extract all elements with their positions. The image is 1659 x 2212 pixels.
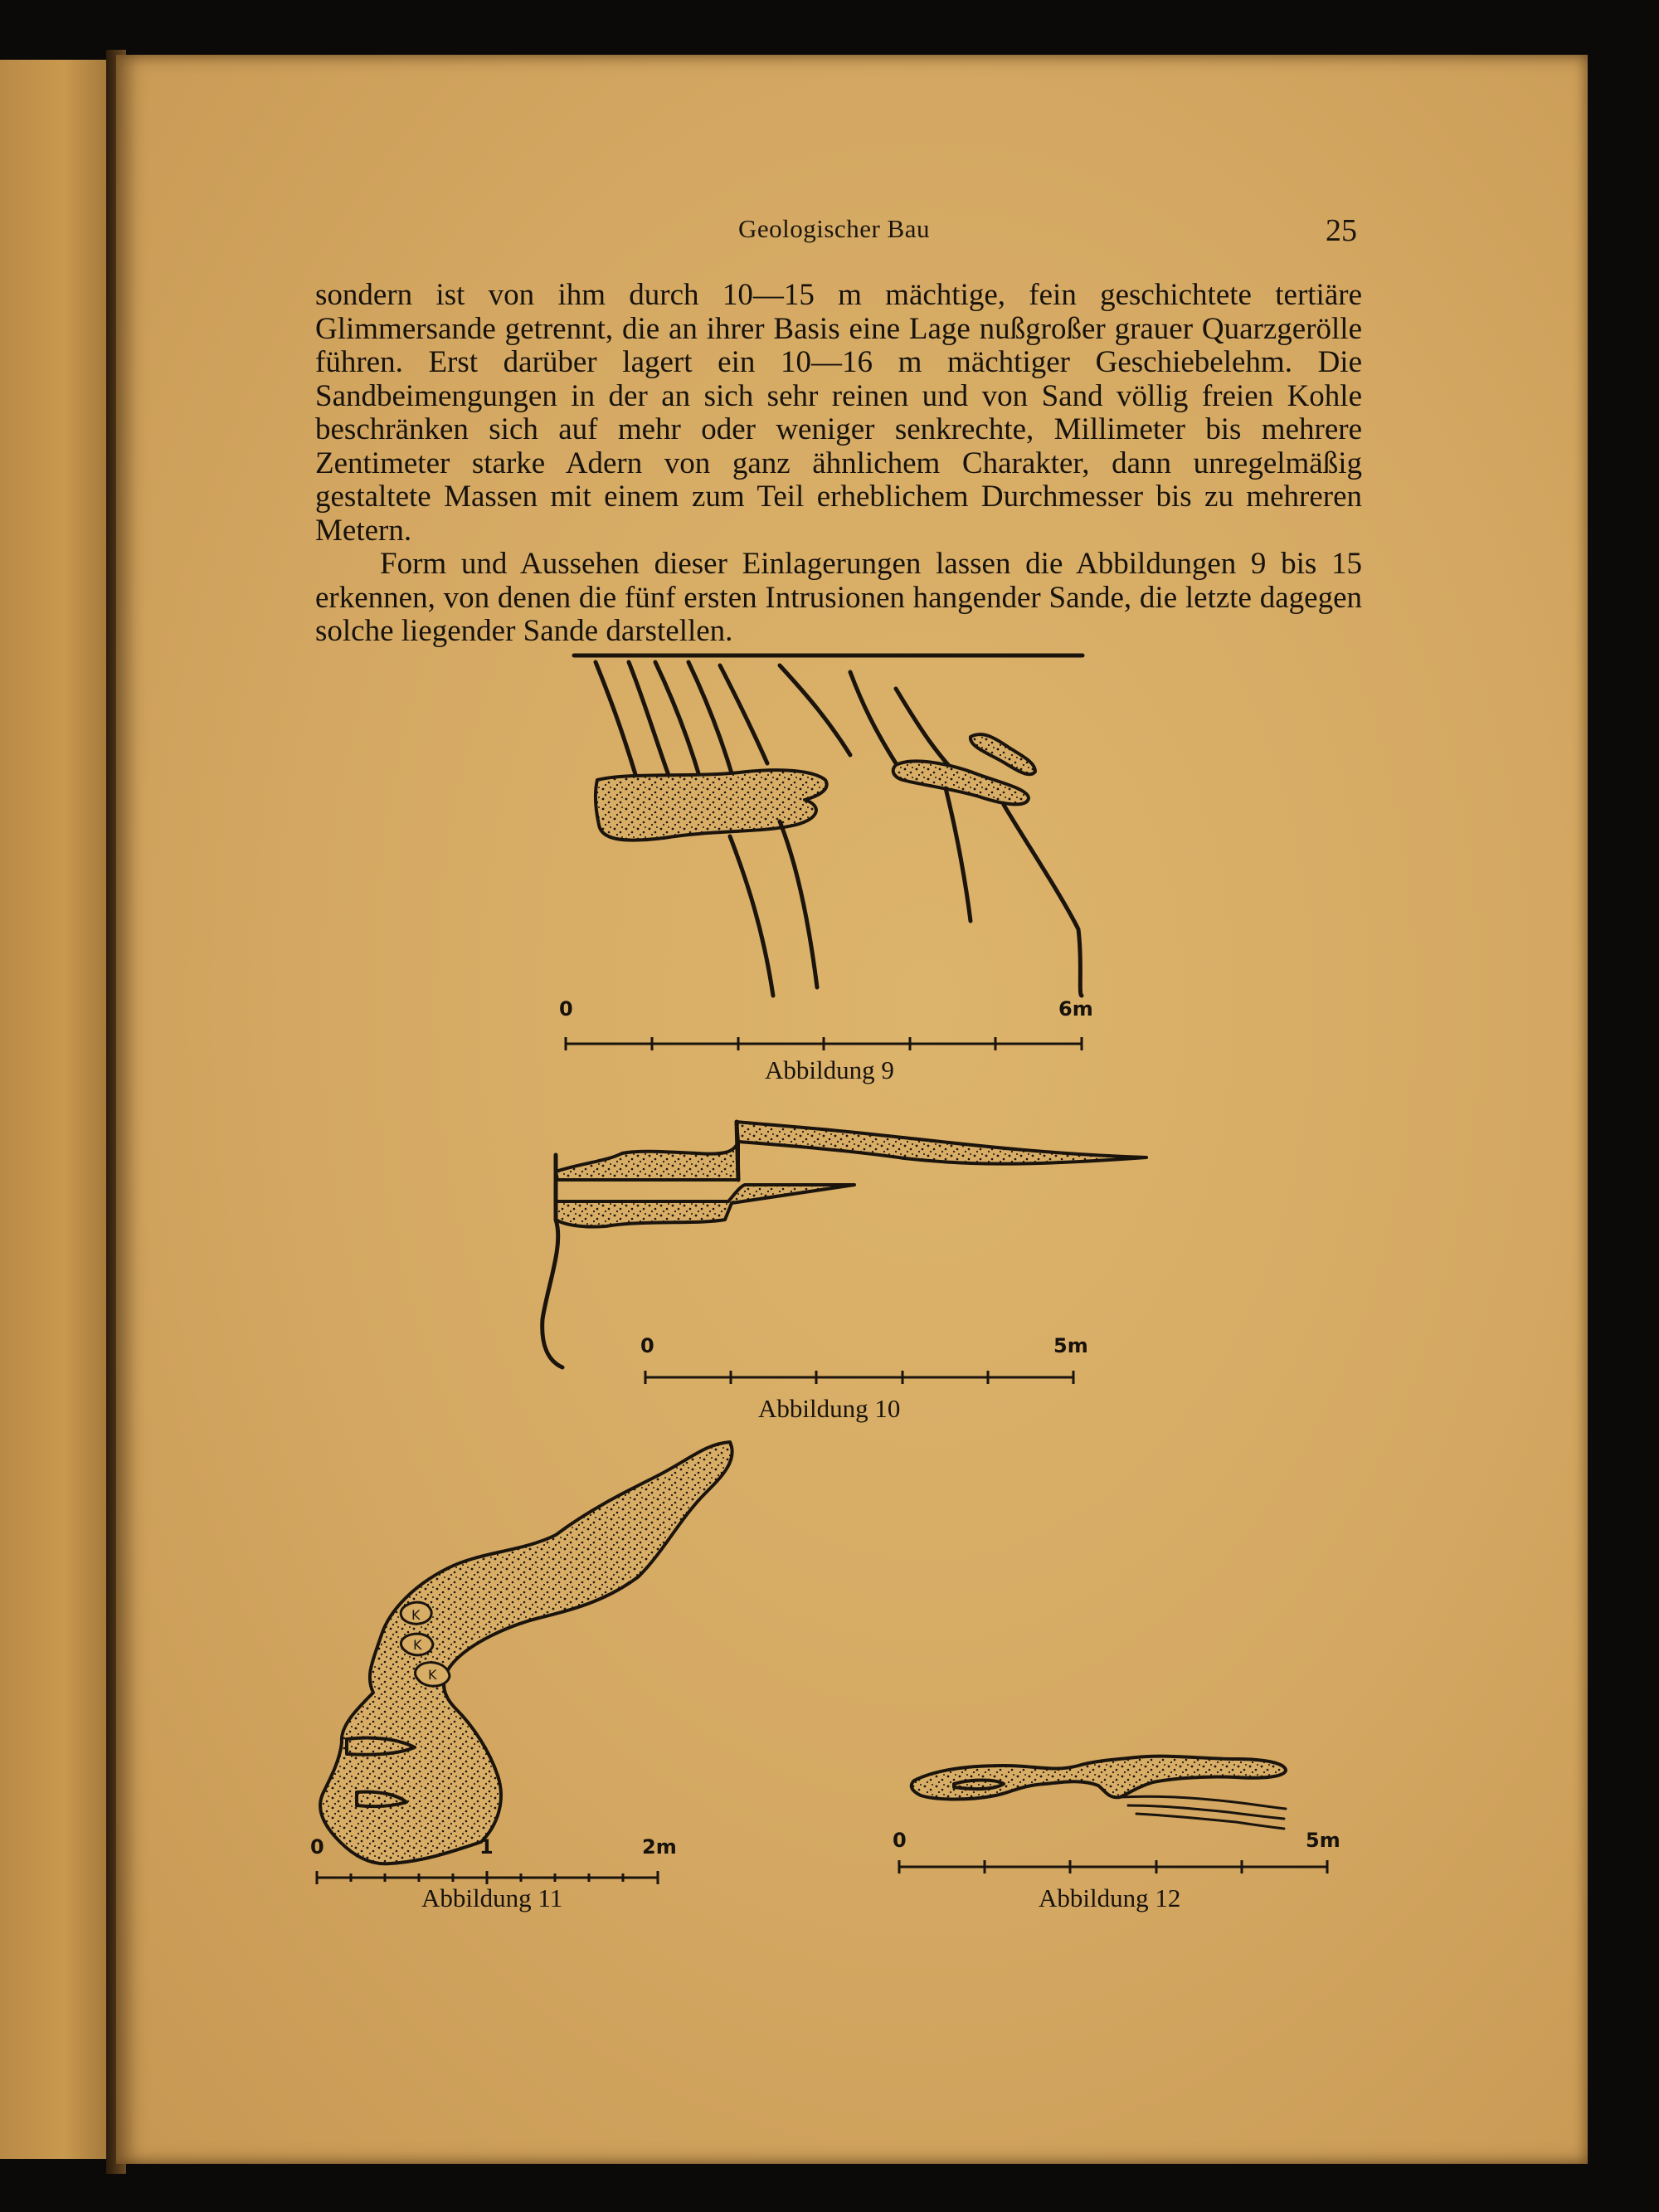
paragraph: Form und Aussehen dieser Einlagerungen lassen die Abbildungen 9 bis 15 erkennen, von denen die fünf ersten Intrusionen hangender Sande, die letzte dagegen solche liegender Sande darstellen. — [315, 547, 1362, 648]
sand-vein — [1004, 805, 1082, 996]
scale-start-label: 0 — [893, 1829, 907, 1852]
sand-vein — [556, 1185, 854, 1227]
figure-12-caption: Abbildung 12 — [1039, 1883, 1181, 1912]
figure-9 — [531, 647, 1128, 1095]
figure-9-caption: Abbildung 9 — [765, 1055, 894, 1084]
page-header-title: Geologischer Bau — [738, 214, 930, 243]
figure-10-caption: Abbildung 10 — [758, 1394, 901, 1423]
sand-vein — [850, 672, 896, 763]
scale-mid-label: 1 — [479, 1835, 494, 1859]
paragraph: sondern ist von ihm durch 10—15 m mächtige, fein geschichtete tertiäre Glimmersande getrennt, die an ihrer Basis eine Lage nußgroßer grauer Quarzgerölle führen. Erst darüber lagert ein 10—16 m mächtiger Geschiebelehm. Die Sandbeimengungen in der an sich sehr reinen und von Sand völlig freien Kohle beschränken sich auf mehr oder weniger senkrechte, Millimeter bis mehrere Zentimeter starke Adern von ganz ähnlichem Charakter, dann unregelmäßig gestaltete Massen mit einem zum Teil erheblichem Durchmesser bis zu mehreren Metern. — [315, 278, 1362, 548]
inclusion-mark: K — [413, 1637, 422, 1653]
body-text — [315, 279, 1362, 649]
scale-start-label: 0 — [310, 1835, 324, 1859]
sand-vein — [655, 662, 701, 782]
sand-vein — [946, 788, 971, 921]
sand-vein — [556, 1142, 738, 1180]
scale-start-label: 0 — [640, 1334, 654, 1357]
scale-end-label: 5m — [1306, 1829, 1340, 1852]
running-head — [0, 214, 1659, 247]
figure-10 — [531, 1104, 1161, 1435]
sand-vein — [720, 665, 767, 763]
sand-lens — [954, 1781, 1004, 1790]
figure-9-drawing — [531, 647, 1128, 1095]
figure-10-drawing — [531, 1104, 1161, 1435]
scale-end-label: 5m — [1053, 1334, 1088, 1357]
scale-end-label: 6m — [1058, 997, 1093, 1021]
sand-lens — [893, 761, 1029, 804]
bedding-line — [1128, 1805, 1284, 1819]
sand-lens — [971, 734, 1035, 774]
sand-vein — [780, 821, 817, 987]
scale-start-label: 0 — [559, 997, 573, 1021]
sand-lens — [912, 1756, 1286, 1800]
sand-vein — [730, 836, 773, 996]
scale-end-label: 2m — [642, 1835, 677, 1859]
sand-vein — [596, 662, 637, 780]
inclusion-mark: K — [428, 1667, 437, 1683]
fault-line — [737, 1122, 738, 1180]
figure-11-drawing — [307, 1427, 771, 1925]
sand-lens — [596, 770, 827, 840]
figure-11-caption: Abbildung 11 — [421, 1883, 563, 1912]
inclusion-mark: K — [411, 1607, 421, 1623]
previous-page-edge — [0, 60, 111, 2159]
figure-11 — [307, 1427, 771, 1925]
sand-vein — [780, 665, 850, 755]
page-number: 25 — [1326, 213, 1357, 248]
figure-12 — [888, 1734, 1385, 1933]
coal-boundary — [542, 1155, 562, 1367]
sand-vein — [737, 1122, 1146, 1164]
